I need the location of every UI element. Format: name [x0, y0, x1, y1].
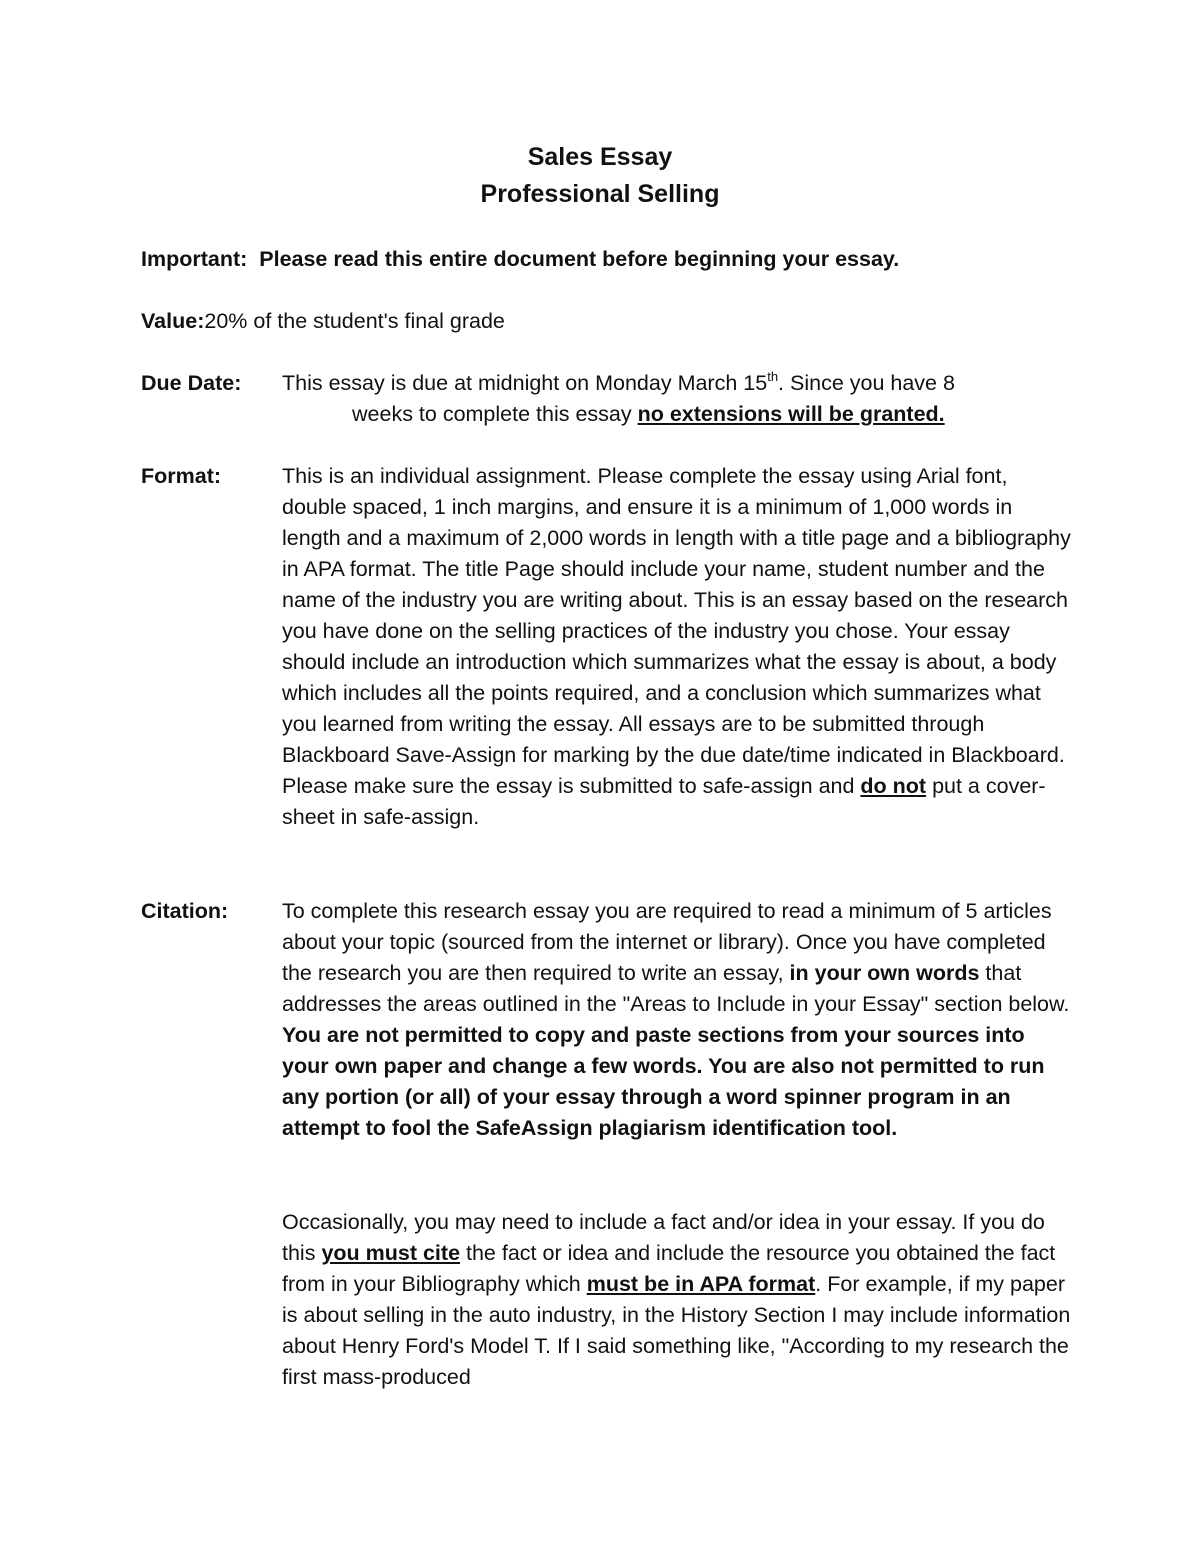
- citation-p1-text-2: that addresses the areas outlined in the "Areas to Include in your Essay" section below.: [282, 961, 1070, 1016]
- citation-p2-text-1: Occasionally, you may need to include a fact and/or idea in your essay. If you do this: [282, 1210, 1045, 1265]
- value-line: [141, 306, 505, 337]
- citation-p2-emphasis-2: must be in APA format: [586, 1272, 816, 1296]
- due-date-text-2: . Since you have 8: [778, 371, 955, 395]
- no-extensions-emphasis: no extensions will be granted.: [637, 402, 945, 426]
- format-text-1: This is an individual assignment. Please complete the essay using Arial font, double spaced, 1 inch margins, and ensure it is a minimum of 1,000 words in length and a maximum of 2,000 words in length with a title page and a bibliography in APA format. The title Page should include your name, student number and the name of the industry you are writing about. This is an essay based on the research you have done on the selling practices of the industry you chose. Your essay should include an introduction which summarizes what the essay is about, a body which includes all the points required, and a conclusion which summarizes what you learned from writing the essay. All essays are to be submitted through Blackboard Save-Assign for marking by the due date/time indicated in Blackboard. Please make sure the essay is submitted to safe-assign and: [282, 464, 1071, 798]
- citation-p2-text-3: . For example, if my paper is about selling in the auto industry, in the History Section I may include information about Henry Ford's Model T. If I said something like, "According to my research the first mass-produced: [282, 1272, 1071, 1389]
- value-colon: :: [197, 309, 205, 333]
- due-date-superscript: th: [767, 369, 779, 384]
- important-label: Important:: [141, 247, 248, 271]
- due-date-label: Due Date:: [141, 371, 242, 395]
- value-label: Value: [141, 309, 198, 333]
- citation-p2-text-2: the fact or idea and include the resource you obtained the fact from in your Bibliography which: [282, 1241, 1056, 1296]
- due-date-text-3: weeks to complete this essay: [352, 402, 638, 426]
- citation-p1-bold-2: You are not permitted to copy and paste sections from your sources into your own paper and change a few words. You are also not permitted to run any portion (or all) of your essay through a word spinner program in an attempt to fool the SafeAssign plagiarism identification tool.: [282, 1023, 1045, 1140]
- document-title: Sales Essay: [527, 143, 673, 171]
- document-subtitle: Professional Selling: [480, 180, 720, 208]
- citation-paragraph-2: [282, 1207, 1072, 1393]
- citation-paragraph-1: [282, 896, 1072, 1144]
- due-date-text: [282, 368, 1082, 430]
- important-text: Please read this entire document before beginning your essay.: [259, 247, 900, 271]
- format-label: Format:: [141, 464, 222, 488]
- citation-p1-bold-1: in your own words: [789, 961, 980, 985]
- do-not-emphasis: do not: [860, 774, 927, 798]
- format-text: [282, 461, 1072, 833]
- citation-p1-text-1: To complete this research essay you are required to read a minimum of 5 articles about your topic (sourced from the internet or library). Once you have completed the research you are then required to write an essay,: [282, 899, 1052, 985]
- citation-label: Citation:: [141, 899, 229, 923]
- format-text-2: put a cover-sheet in safe-assign.: [282, 774, 1046, 829]
- important-line: [141, 244, 899, 275]
- due-date-text-1: This essay is due at midnight on Monday March 15: [282, 371, 768, 395]
- value-text: 20% of the student's final grade: [204, 309, 505, 333]
- citation-p2-emphasis-1: you must cite: [321, 1241, 461, 1265]
